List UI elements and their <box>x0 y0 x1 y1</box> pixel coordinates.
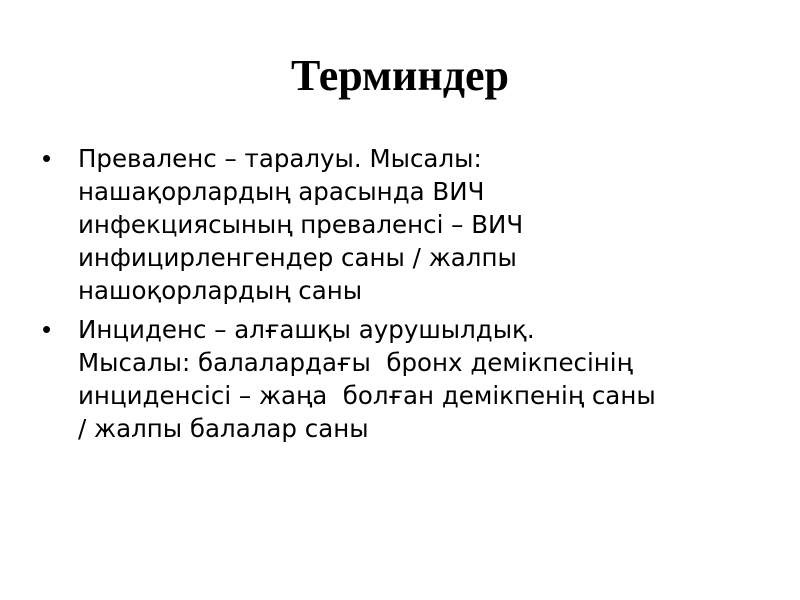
bullet-item-prevalence <box>40 142 770 307</box>
bullet-dot-icon: • <box>42 314 52 344</box>
bullet-text-line: инциденсісі – жаңа болған демікпенің саны <box>78 381 656 410</box>
bullet-list <box>40 142 770 451</box>
bullet-text-line: нашоқорлардың саны <box>78 276 363 305</box>
bullet-text-line: Инциденс – алғашқы аурушылдық. <box>78 315 535 344</box>
bullet-text-line: Мысалы: балалардағы бронх демікпесінің <box>78 348 633 377</box>
bullet-dot-icon: • <box>42 143 52 173</box>
bullet-text-line: инфекциясының преваленсі – ВИЧ <box>78 210 524 239</box>
bullet-text-line: инфицирленгендер саны / жалпы <box>78 243 517 272</box>
bullet-text-line: / жалпы балалар саны <box>78 414 369 443</box>
bullet-item-incidence <box>40 313 770 445</box>
slide-title: Терминдер <box>291 51 509 100</box>
bullet-text-line: Преваленс – таралуы. Мысалы: <box>78 144 482 173</box>
bullet-text-line: нашақорлардың арасында ВИЧ <box>78 177 485 206</box>
